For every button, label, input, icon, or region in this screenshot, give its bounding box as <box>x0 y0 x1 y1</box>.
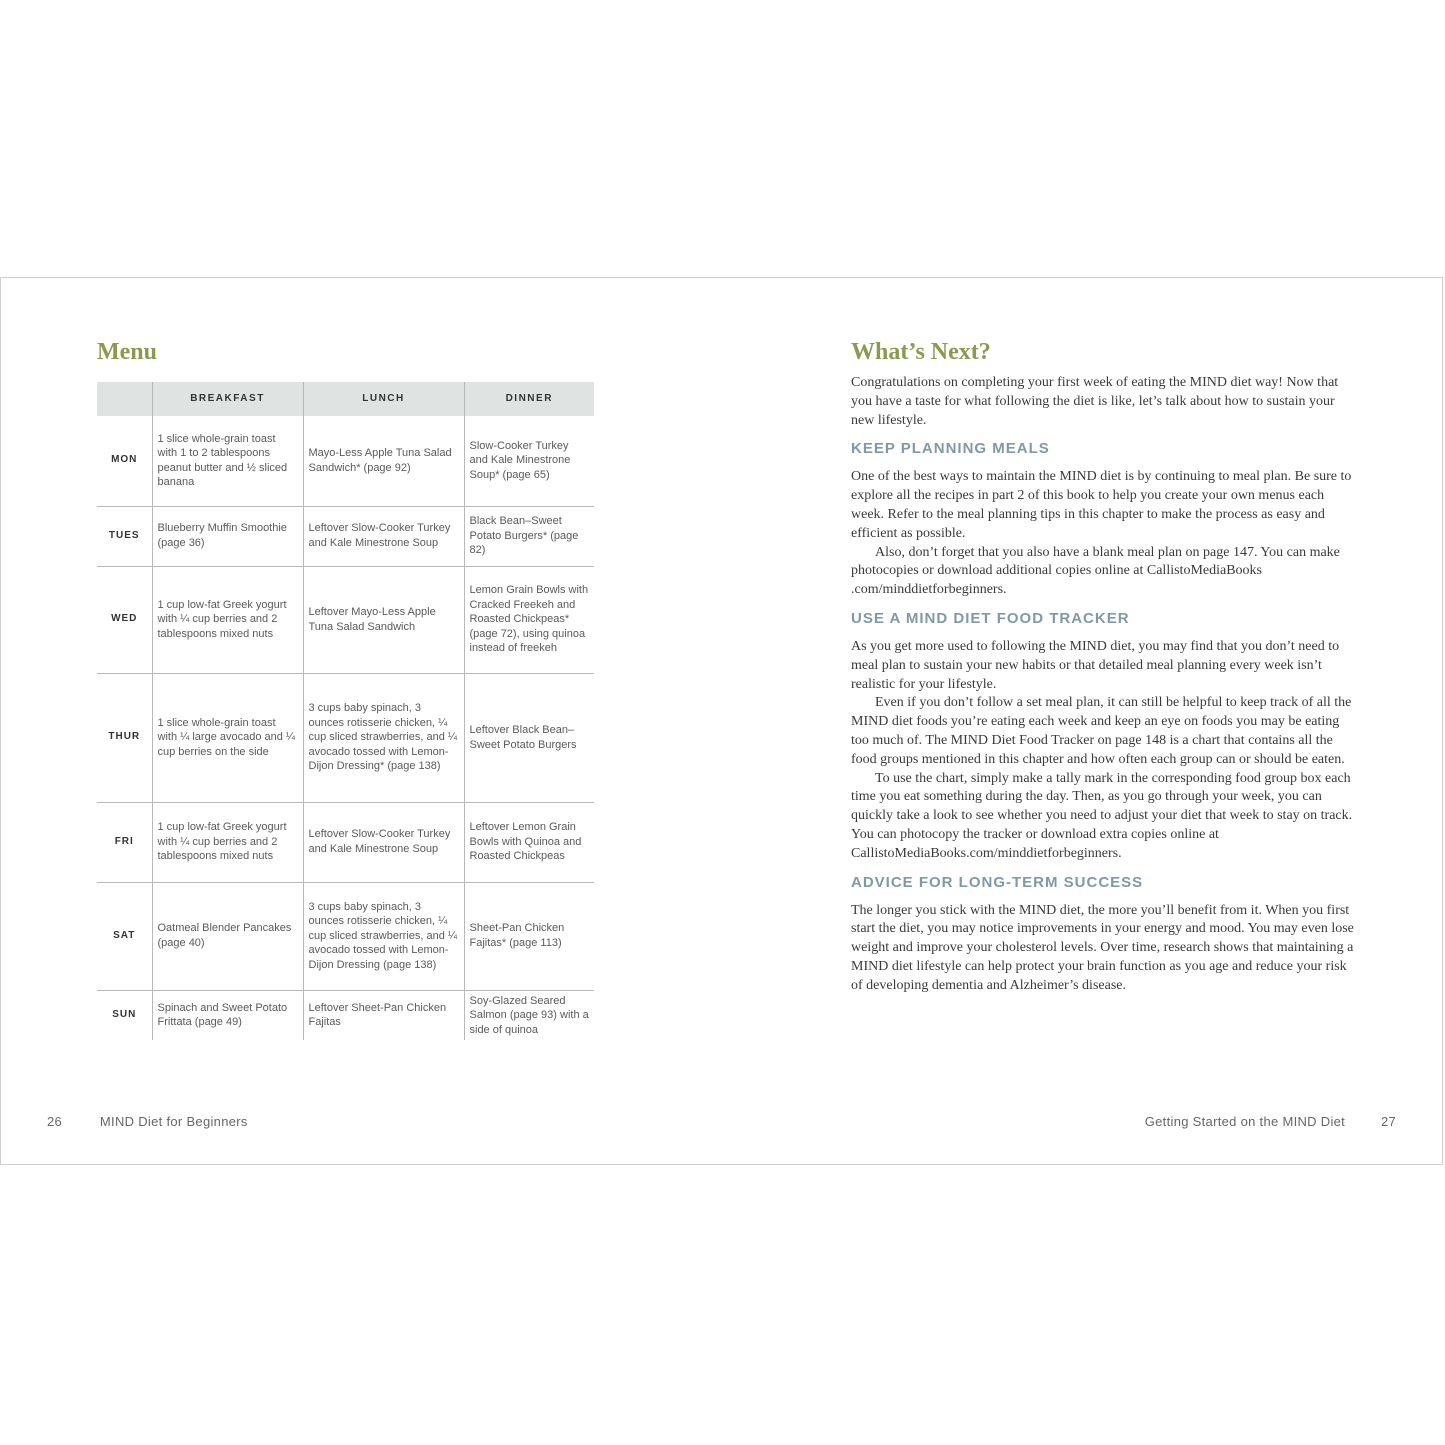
header-dinner: DINNER <box>464 382 594 416</box>
right-footer <box>1145 1114 1396 1129</box>
paragraph: Even if you don’t follow a set meal plan, it can still be helpful to keep track of all the MIND diet foods you’re eating each week and keep an eye on foods you may be eating too much of. The MIND Diet Food Tracker on page 148 is a chart that contains all the food groups mentioned in this chapter and how often each group can or should be eaten. <box>851 695 1352 767</box>
header-day <box>97 382 152 416</box>
paragraph: As you get more used to following the MIND diet, you may find that you don’t need to meal plan to sustain your new habits or that detailed meal planning every week isn’t realistic for your lifestyle. <box>851 638 1340 692</box>
day-cell: THUR <box>97 673 152 802</box>
section-title-keep-planning: KEEP PLANNING MEALS <box>851 440 1050 458</box>
lunch-cell: Leftover Sheet-Pan Chicken Fajitas <box>303 990 464 1040</box>
menu-table <box>97 382 594 1040</box>
table-row <box>97 673 594 802</box>
menu-table-header-row <box>97 382 594 416</box>
lunch-cell: 3 cups baby spinach, 3 ounces rotisserie chicken, ¼ cup sliced strawberries, and ¼ avocado tossed with Lemon-Dijon Dressing* (page 138) <box>303 673 464 802</box>
day-cell: WED <box>97 566 152 673</box>
lunch-cell: Leftover Slow-Cooker Turkey and Kale Minestrone Soup <box>303 802 464 882</box>
paragraph: One of the best ways to maintain the MIND diet is by continuing to meal plan. Be sure to explore all the recipes in part 2 of this book to help you create your own menus each week. Refer to the meal planning tips in this chapter to make the process as easy and efficient as possible. <box>851 469 1352 541</box>
day-cell: SUN <box>112 1009 137 1021</box>
breakfast-cell: 1 cup low-fat Greek yogurt with ¼ cup berries and 2 tablespoons mixed nuts <box>152 802 303 882</box>
dinner-cell: Lemon Grain Bowls with Cracked Freekeh and Roasted Chickpeas* (page 72), using quinoa instead of freekeh <box>464 566 594 673</box>
right-page <box>851 338 1356 996</box>
right-page-number: 27 <box>1380 1114 1396 1129</box>
table-row <box>97 990 594 1040</box>
header-breakfast: BREAKFAST <box>152 382 303 416</box>
day-cell: MON <box>97 416 152 506</box>
dinner-cell: Leftover Black Bean–Sweet Potato Burgers <box>464 673 594 802</box>
day-cell: TUES <box>97 506 152 566</box>
lunch-cell: Leftover Mayo-Less Apple Tuna Salad Sandwich <box>303 566 464 673</box>
breakfast-cell: Spinach and Sweet Potato Frittata (page 49) <box>152 990 303 1040</box>
table-row <box>97 416 594 506</box>
paragraph: Also, don’t forget that you also have a blank meal plan on page 147. You can make photocopies or download additional copies online at CallistoMediaBooks .com/minddietforbeginners. <box>851 544 1340 598</box>
intro-paragraph: Congratulations on completing your first week of eating the MIND diet way! Now that you have a taste for what following the diet is like, let’s talk about how to sustain your new lifestyle. <box>851 375 1339 428</box>
breakfast-cell: 1 slice whole-grain toast with 1 to 2 tablespoons peanut butter and ½ sliced banana <box>152 416 303 506</box>
left-page-number: 26 <box>47 1114 63 1129</box>
right-running-title: Getting Started on the MIND Diet <box>1144 1114 1346 1129</box>
lunch-cell: Mayo-Less Apple Tuna Salad Sandwich* (page 92) <box>303 416 464 506</box>
dinner-cell: Black Bean–Sweet Potato Burgers* (page 82) <box>464 506 594 566</box>
breakfast-cell: 1 cup low-fat Greek yogurt with ¼ cup berries and 2 tablespoons mixed nuts <box>152 566 303 673</box>
table-row <box>97 506 594 566</box>
day-cell: SAT <box>97 882 152 990</box>
lunch-cell: Leftover Slow-Cooker Turkey and Kale Minestrone Soup <box>303 506 464 566</box>
breakfast-cell: Oatmeal Blender Pancakes (page 40) <box>152 882 303 990</box>
dinner-cell: Leftover Lemon Grain Bowls with Quinoa and Roasted Chickpeas <box>464 802 594 882</box>
left-page <box>97 338 597 1040</box>
table-row <box>97 882 594 990</box>
book-spread <box>0 277 1443 1165</box>
day-cell: FRI <box>97 802 152 882</box>
left-running-title: MIND Diet for Beginners <box>99 1114 248 1129</box>
breakfast-cell: 1 slice whole-grain toast with ¼ large avocado and ¼ cup berries on the side <box>152 673 303 802</box>
whats-next-heading: What’s Next? <box>851 339 991 365</box>
dinner-cell: Slow-Cooker Turkey and Kale Minestrone Soup* (page 65) <box>464 416 594 506</box>
section-title-long-term: ADVICE FOR LONG-TERM SUCCESS <box>851 873 1144 891</box>
paragraph: The longer you stick with the MIND diet, the more you’ll benefit from it. When you first start the diet, you may notice improvements in your energy and mood. You may even lose weight and improve your cholesterol levels. Over time, research shows that maintaining a MIND diet lifestyle can help protect your brain function as you age and reduce your risk of developing dementia and Alzheimer’s disease. <box>851 902 1354 993</box>
lunch-cell: 3 cups baby spinach, 3 ounces rotisserie chicken, ¼ cup sliced strawberries, and ¼ avocado tossed with Lemon-Dijon Dressing (page 138) <box>303 882 464 990</box>
dinner-cell: Soy-Glazed Seared Salmon (page 93) with a side of quinoa <box>464 990 594 1040</box>
dinner-cell: Sheet-Pan Chicken Fajitas* (page 113) <box>464 882 594 990</box>
table-row <box>97 802 594 882</box>
menu-heading: Menu <box>97 339 157 365</box>
breakfast-cell: Blueberry Muffin Smoothie (page 36) <box>152 506 303 566</box>
paragraph: To use the chart, simply make a tally mark in the corresponding food group box each time you eat something during the day. Then, as you go through your week, you can quickly take a look to see whether you need to adjust your diet that week to stay on track. You can photocopy the tracker or download extra copies online at CallistoMediaBooks.com/minddietforbeginners. <box>851 770 1353 861</box>
left-footer <box>47 1114 248 1129</box>
header-lunch: LUNCH <box>303 382 464 416</box>
table-row <box>97 566 594 673</box>
section-title-food-tracker: USE A MIND DIET FOOD TRACKER <box>851 609 1130 627</box>
